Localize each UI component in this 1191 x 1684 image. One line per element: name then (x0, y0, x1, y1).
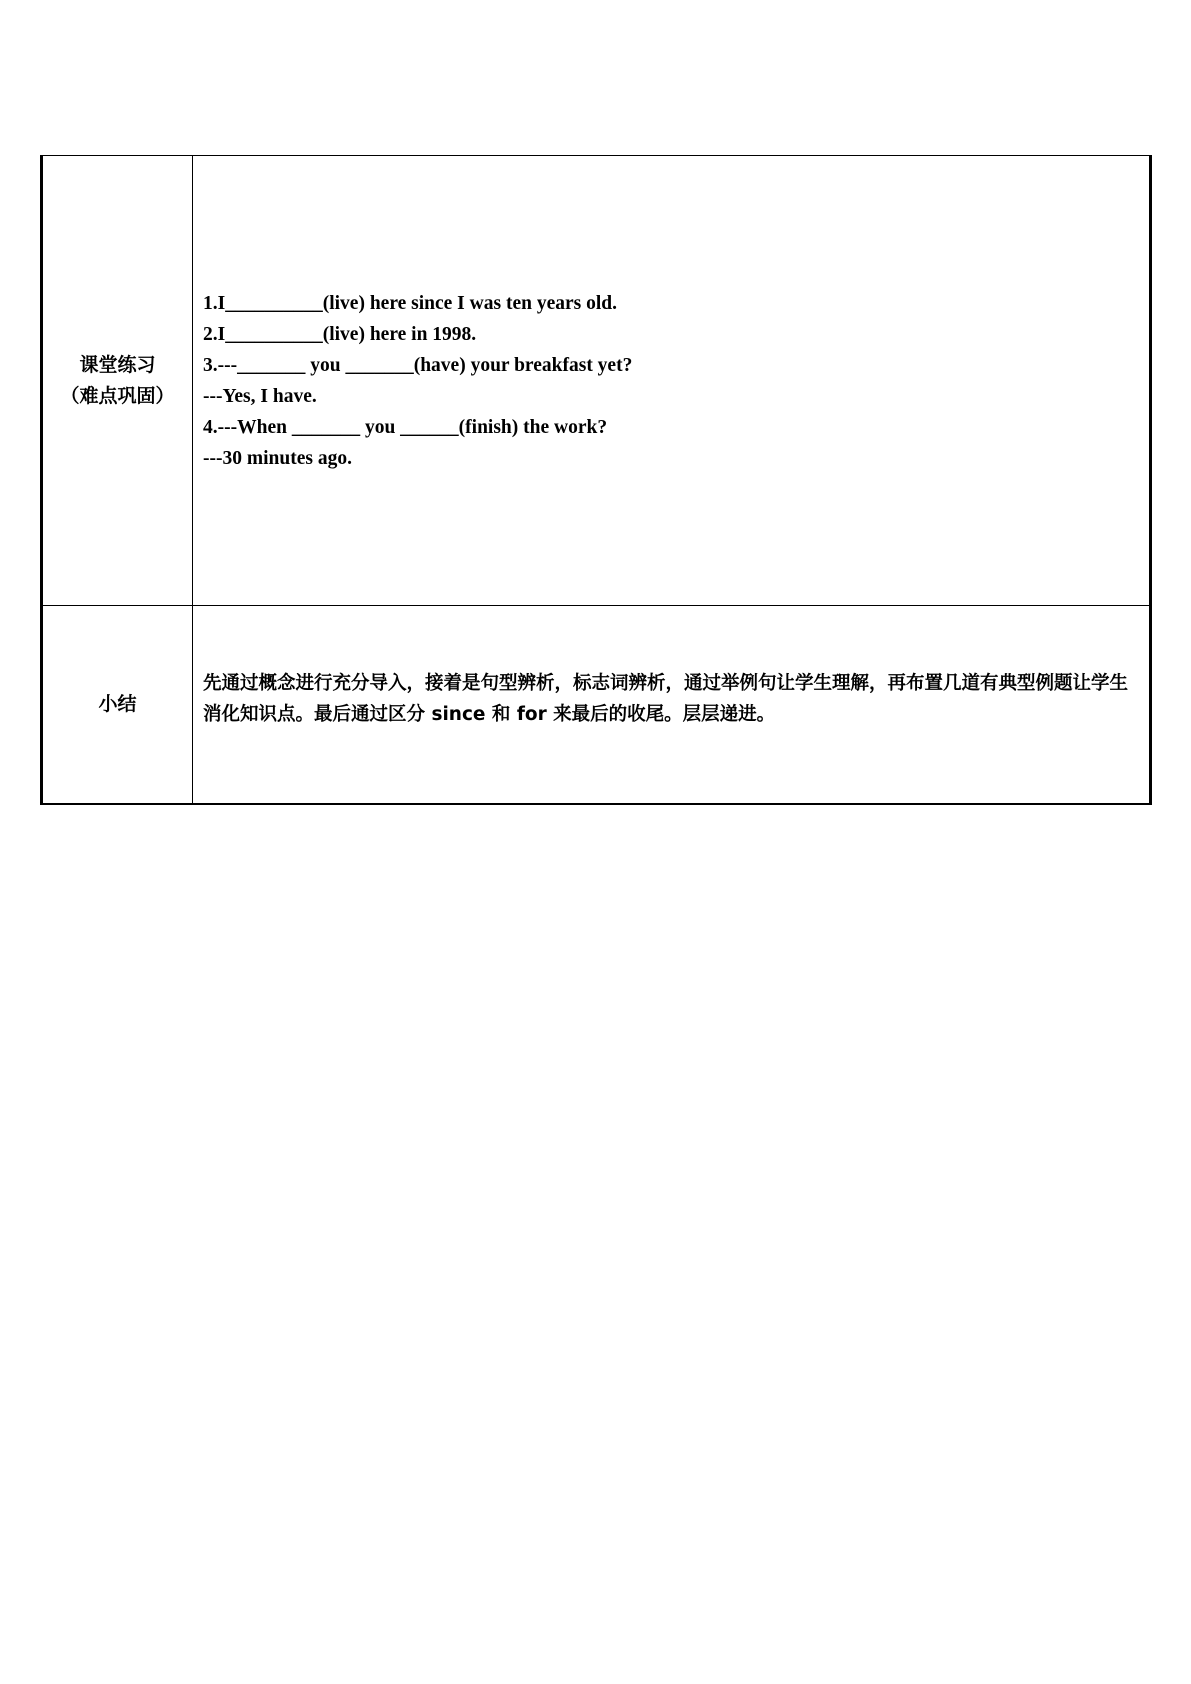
table-row (42, 606, 1151, 804)
summary-label: 小结 (98, 692, 137, 715)
exercise-line: 4.---When _______ you ______(finish) the work? (203, 416, 608, 438)
exercise-line: ---30 minutes ago. (203, 447, 352, 469)
exercise-line: 2.I__________(live) here in 1998. (203, 323, 477, 345)
summary-label-cell (42, 606, 193, 804)
summary-text: 先通过概念进行充分导入，接着是句型辨析，标志词辨析，通过举例句让学生理解，再布置几道有典型例题让学生消化知识点。最后通过区分 since 和 for 来最后的收尾。层层递进。 (203, 673, 1129, 726)
practice-content-cell (193, 156, 1151, 606)
summary-content-cell (193, 606, 1151, 804)
exercise-line: 1.I__________(live) here since I was ten years old. (203, 292, 617, 314)
exercise-list (193, 288, 1149, 474)
lesson-plan-table (40, 155, 1152, 805)
exercise-line: ---Yes, I have. (203, 385, 317, 407)
exercise-line: 3.---_______ you _______(have) your breakfast yet? (203, 354, 633, 376)
practice-label-cell (42, 156, 193, 606)
table-row (42, 156, 1151, 606)
practice-label: 课堂练习 (79, 353, 156, 376)
practice-sublabel: （难点巩固） (60, 384, 175, 407)
